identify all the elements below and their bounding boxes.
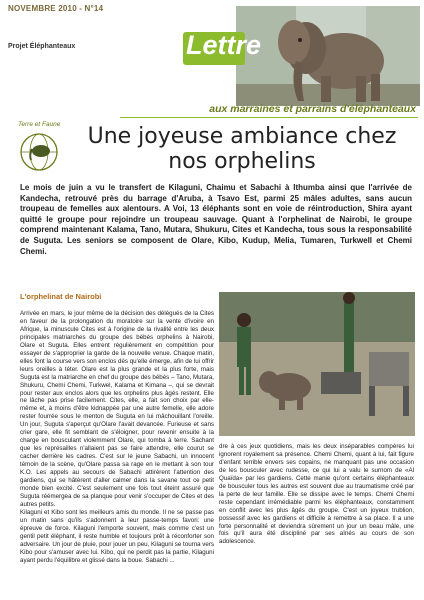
keepers-photo <box>219 292 415 436</box>
elephant-photo <box>236 6 420 106</box>
logo-caption: Terre et Faune <box>18 121 61 128</box>
article-headline <box>72 124 412 174</box>
article-column-right <box>219 443 414 546</box>
article-intro: Le mois de juin a vu le transfert de Kilaguni, Chaimu et Sabachi à Ithumba ainsi que l'arrivée de Kandecha, retrouvé près du barrage d'Aruba, à Tsavo Est, parmi 25 mâles adultes, sans aucun troupeau de femelles aux alentours. A Voi, 13 éléphants sont en voie de réintroduction, Shira ayant quitté le groupe pour rejoindre un troupeau sauvage. Quant à l'orphelinat de Nairobi, le groupe comprend maintenant Kalama, Tano, Mutara, Shukuru, Cites et Kandecha, tous sous la responsabilité de Suguta. Les seniors se composent de Olare, Kibo, Kudup, Melia, Tumaren, Turkwell et Chemi Chemi. <box>20 183 412 256</box>
headline-line-1: Une joyeuse ambiance chez <box>87 124 397 149</box>
paragraph: dre à ces jeux quotidiens, mais les deux inséparables compères lui ignorent royalement sa présence. Chemi Chemi, quant à lui, fait figure d'enfant terrible envers ses copains, ne manquant pas une occasion de les bousculer avec rudesse, ce qui lui a valu le surnom de «Al Quaïda» par les gardiens. Cette manie qu'ont certains éléphanteaux de bousculer tous les autres est souvent due au traumatisme créé par la perte de leur famille. Elle se dissipe avec le temps. Chemi Chemi reste cependant irrémédiable parmi les éléphanteaux, constamment en conflit avec les plus âgés du groupe. C'est un joyeux trublion, possessif avec les gardiens et difficile à remettre à sa place. Il a une forte personnalité et deviendra sûrement un jour un beau mâle, une fois qu'il aura été discipliné par ses aînés au cours de son adolescence. <box>219 443 414 546</box>
terre-et-faune-logo <box>12 125 66 173</box>
headline-line-2: nos orphelins <box>168 149 316 174</box>
newsletter-subtitle: aux marraines et parrains d'éléphanteaux <box>209 103 416 115</box>
paragraph: Kilaguni et Kibo sont les meilleurs amis du monde. Il ne se passe pas un matin sans qu'ils s'adonnent à leur passe-temps favori: une épreuve de force. Kilaguni l'emporte souvent, mais comme c'est un gentil petit éléphant, il reste humble et toujours prêt à réconforter son adversaire. Un jour de pluie, pour jouer un peu, Kilaguni se tourna vers Kibo pour s'amuser avec lui. Kibo, qui ne perdit pas la partie, Kilaguni ayant perdu l'équilibre et glissé dans la boue. Sabachi ... <box>20 508 214 564</box>
section-label: L'orphelinat de Nairobi <box>20 292 102 301</box>
article-column-left <box>20 310 214 565</box>
project-name: Projet Éléphanteaux <box>8 43 76 50</box>
paragraph: Arrivée en mars, le jour même de la décision des délégués de la Cites en faveur de la prolongation du moratoire sur la vente d'ivoire en Afrique, la minuscule Cites est à l'origine de la rivalité entre les deux principales matriarches du groupe des bébés orphelins à Nairobi, Olare et Suguta. Elles entrent régulièrement en compétition pour essayer de s'approprier la garde de la nouvelle venue. Chaque matin, elles font la course vers son enclos dès qu'elle émerge, afin de lui offrir leurs oreilles à téter. Olare est la plus grande et la plus forte, mais Suguta est la matriarche en chef du groupe des bébés – Tano, Mutara, Shukuru, Chemi Chemi, Turkwel, Kalama et Kimana –, qui se devrait pour rester aux enclos alors que les orphelins plus âgés restent. Elle ne lâche pas prise facilement. Cites, elle, a fait son choix par elle-même et, à moins d'être kidnappée par une autre femelle, elle adore rester fourrée sous le menton de Suguta en lui mâchouillant l'oreille. Un jour, Suguta s'aperçut qu'Olare l'avait devancée. Furieuse et sans crier gare, elle fit semblant de s'éloigner, pour revenir ensuite à la charge en bousculant violemment Olare, qui tomba à terre. Sachant que les représailles n'allaient pas se faire attendre, elle courut se cacher derrière les cadres. C'est sur le jeune Sabachi, un innocent témoin de la scène, qu'Olare passa sa rage en le mettant à son tour K.O. Les appels au secours de Sabachi attirèrent l'attention des gardiens, qui se hâtèrent d'aller calmer dans la savane tout ce petit monde bien excité. C'est seulement une fois tout éteint assuré que Suguta réémergea de sa planque pour venir s'occuper de Cites et des autres petits. <box>20 310 215 508</box>
issue-date: NOVEMBRE 2010 - N°14 <box>8 4 104 13</box>
header-divider <box>120 117 418 118</box>
newsletter-title: Lettre <box>186 30 262 60</box>
